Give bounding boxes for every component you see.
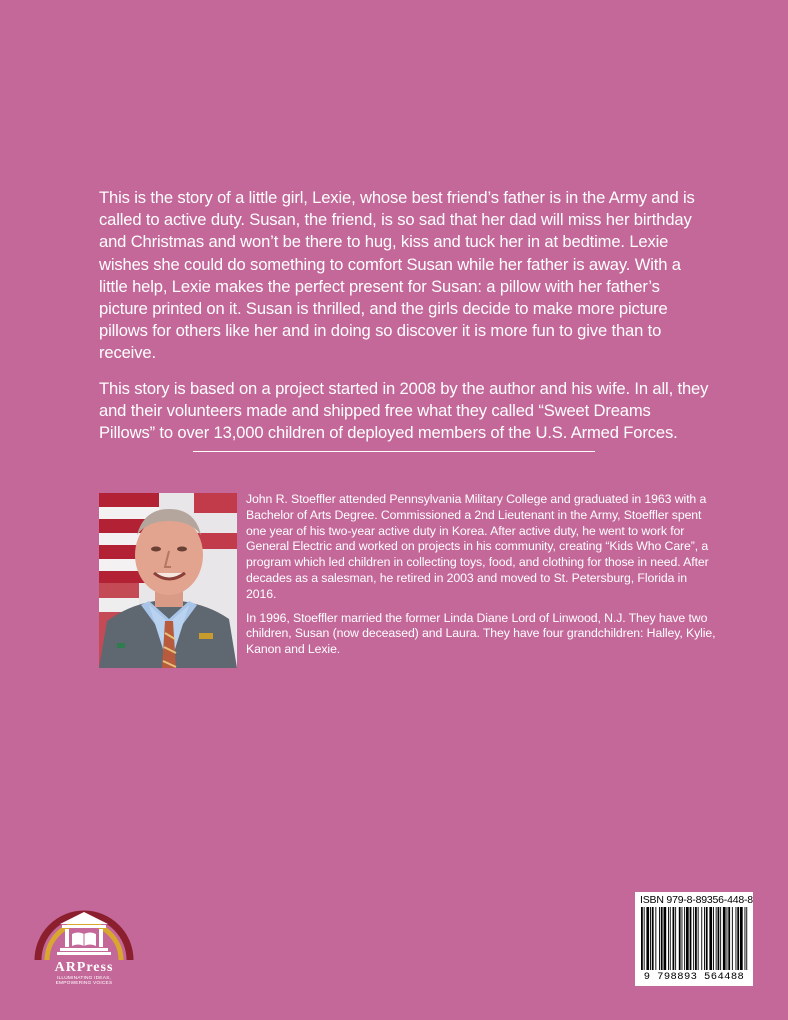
barcode-bar: [740, 907, 743, 970]
barcode-bar: [727, 907, 728, 970]
barcode-bar: [646, 907, 649, 970]
bio-paragraph-1: John R. Stoeffler attended Pennsylvania Military College and graduated in 1963 with a Bachelor of Arts Degree. Commissioned a 2nd Lieutenant in the Army, Stoeffler spent one year of his two-year active duty in Korea. After active duty, he went to work for General Electric and worked on projects in his community, creating “Kids Who Care”, a program which led children in collecting toys, food, and clothing for those in need. After decades as a salesman, he retired in 2003 and moved to St. Petersburg, Florida in 2016.: [246, 492, 709, 601]
barcode-bar: [736, 907, 737, 970]
barcode-bar: [704, 907, 705, 970]
barcode-bar: [746, 907, 747, 970]
publisher-tagline: [34, 976, 134, 987]
blurb-paragraph-2: This story is based on a project started in 2008 by the author and his wife. In all, they and their volunteers made and shipped free what they called “Sweet Dreams Pillows” to over 13,000 children of deployed members of the U.S. Armed Forces.: [99, 378, 709, 443]
divider-line: [193, 451, 595, 452]
bio-paragraph-2: In 1996, Stoeffler married the former Linda Diane Lord of Linwood, N.J. They have two children, Susan (now deceased) and Laura. They have four grandchildren: Halley, Kylie, Kanon and Lexie.: [246, 610, 716, 657]
barcode-bar: [679, 907, 681, 970]
barcode-bar: [737, 907, 739, 970]
author-bio: [246, 492, 716, 666]
barcode-bar: [695, 907, 697, 970]
isbn-barcode: [635, 892, 753, 986]
barcode-bar: [706, 907, 708, 970]
barcode-bar: [718, 907, 720, 970]
author-photo: [99, 493, 237, 668]
barcode-bar: [661, 907, 663, 970]
barcode-bar: [655, 907, 656, 970]
back-cover-blurb: [99, 187, 709, 457]
tagline-line-1: ILLUMINATING IDEAS,: [56, 976, 112, 981]
barcode-bar: [698, 907, 699, 970]
barcode-bar: [652, 907, 654, 970]
barcode-bar: [641, 907, 643, 970]
barcode-bar: [668, 907, 669, 970]
barcode-bar: [732, 907, 733, 970]
barcode-bar: [709, 907, 712, 970]
barcode-bar: [690, 907, 692, 970]
barcode-digits: 9 798893 564488: [643, 971, 745, 983]
barcode-bar: [693, 907, 694, 970]
barcode-bars: [640, 907, 748, 970]
blurb-paragraph-1: This is the story of a little girl, Lexie, whose best friend’s father is in the Army and is called to active duty. Susan, the friend, is so sad that her dad will miss her birthday and Christmas and won’t be there to hug, kiss and tuck her in at bedtime. Lexie wishes she could do something to comfort Susan while her father is away. With a little help, Lexie makes the perfect present for Susan: a pillow with her father’s picture printed on it. Susan is thrilled, and the girls decide to make more picture pillows for others like her and in doing so discover it is more fun to give than to receive.: [99, 188, 695, 363]
barcode-bar: [664, 907, 667, 970]
barcode-bar: [684, 907, 685, 970]
barcode-bar: [728, 907, 730, 970]
barcode-bar: [675, 907, 676, 970]
publisher-name: ARPress: [54, 960, 114, 975]
barcode-bar: [713, 907, 714, 970]
barcode-bar: [673, 907, 675, 970]
barcode-bar: [745, 907, 746, 970]
barcode-bar: [650, 907, 651, 970]
isbn-label: ISBN 979-8-89356-448-8: [640, 894, 753, 906]
barcode-bar: [716, 907, 717, 970]
barcode-bar: [682, 907, 683, 970]
barcode-bar: [644, 907, 645, 970]
barcode-bar: [723, 907, 726, 970]
barcode-bar: [701, 907, 702, 970]
barcode-bar: [686, 907, 689, 970]
tagline-line-2: EMPOWERING VOICES: [55, 981, 113, 987]
barcode-bar: [720, 907, 721, 970]
barcode-bar: [659, 907, 660, 970]
barcode-bar: [670, 907, 671, 970]
